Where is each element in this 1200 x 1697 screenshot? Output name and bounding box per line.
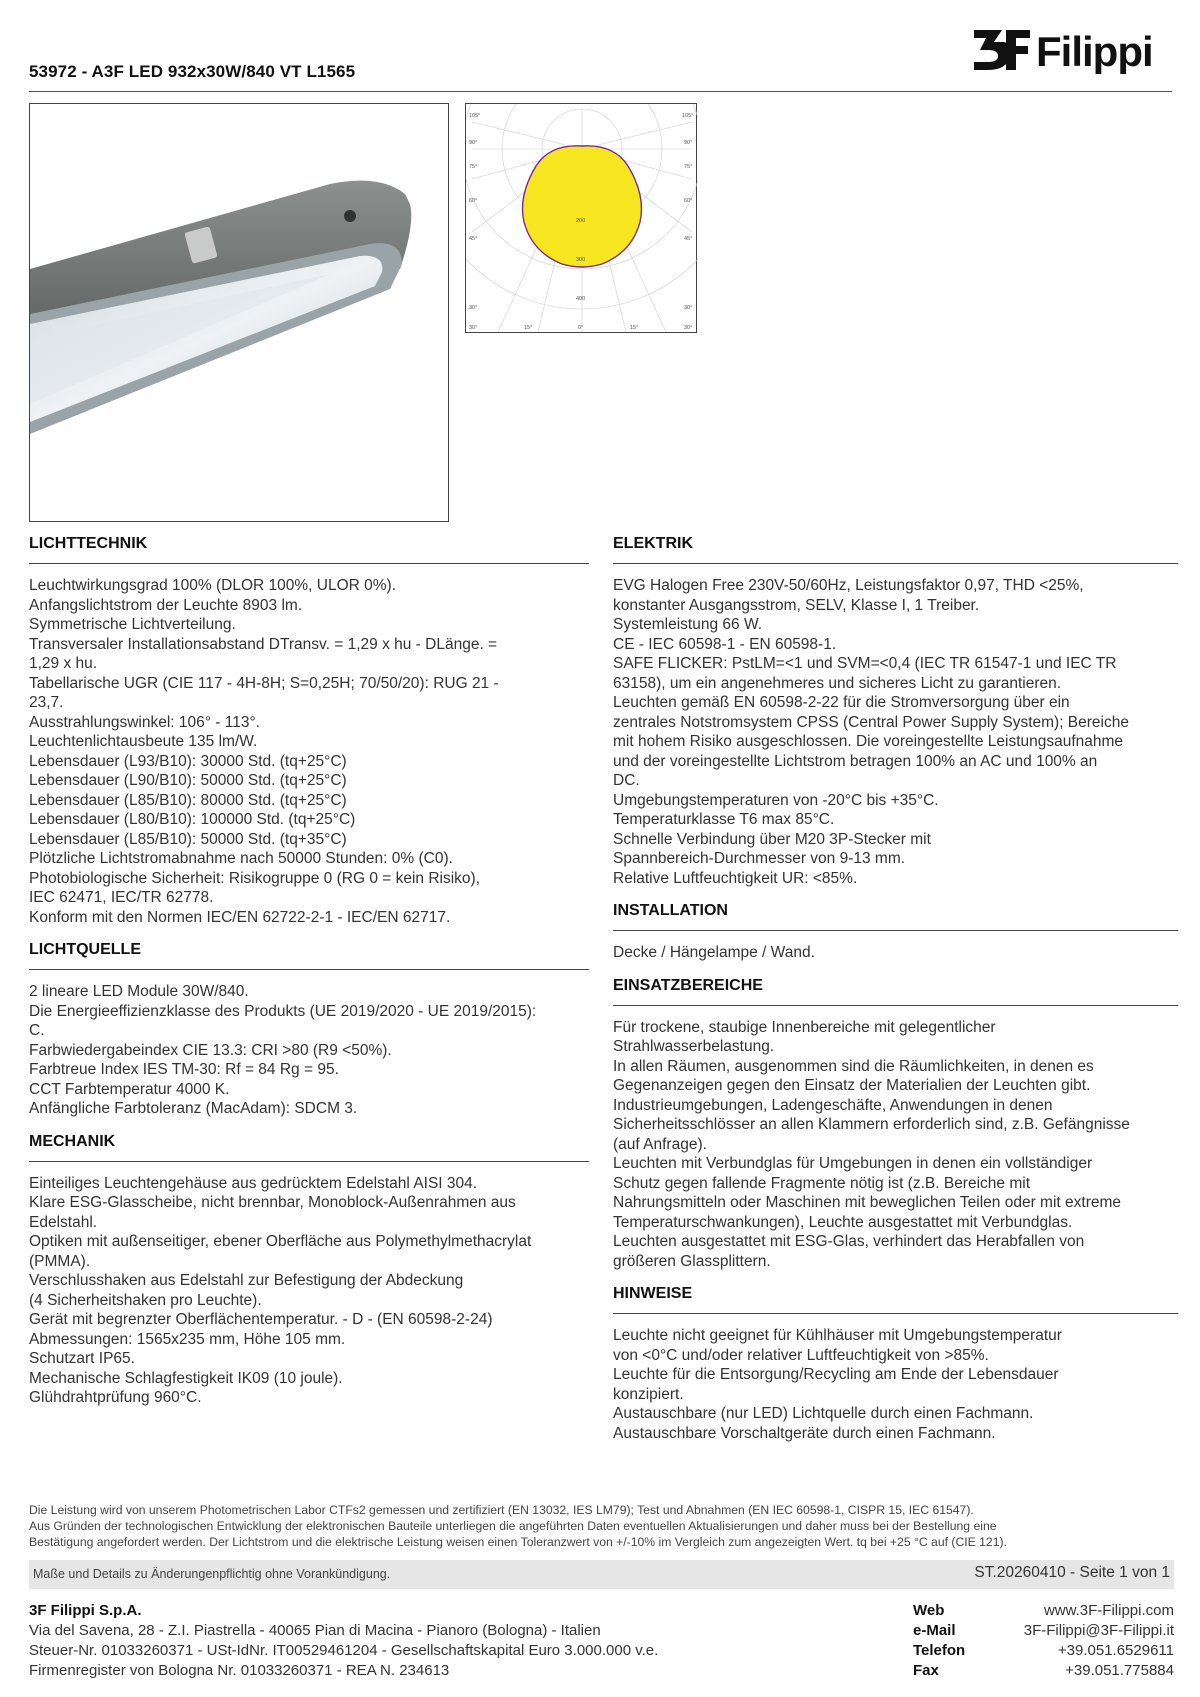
text-line: Systemleistung 66 W. (613, 616, 763, 633)
text-line: Umgebungstemperaturen von -20°C bis +35°C. (613, 791, 939, 809)
contact-fax (913, 1661, 1174, 1681)
text-line: Schnelle Verbindung über M20 3P-Stecker mit (613, 830, 931, 848)
disclaimer-text: Maße und Details zu Änderungenpflichtig ohne Vorankündigung. (33, 1567, 391, 1581)
polar-label-left-3: 60° (469, 198, 478, 204)
polar-label-right-1: 90° (684, 140, 693, 146)
text-line: Leuchte für die Entsorgung/Recycling am Ende der Lebensdauer (613, 1366, 1059, 1383)
product-photo (29, 103, 449, 522)
text-line: Lebensdauer (L93/B10): 30000 Std. (tq+25°C) (29, 752, 347, 770)
company-register: Firmenregister von Bologna Nr. 01033260371 - REA N. 234613 (29, 1662, 450, 1679)
text-line: Leuchten ausgestattet mit ESG-Glas, verhindert das Herabfallen von (613, 1233, 1085, 1250)
text-line: IEC 62471, IEC/TR 62778. (29, 889, 214, 906)
text-line: Decke / Hängelampe / Wand. (613, 944, 815, 961)
text-line: Sicherheitsschlösser an allen Klammern erforderlich sind, z.B. Gefängnisse (613, 1116, 1130, 1133)
text-line: Transversaler Installationsabstand DTransv. = 1,29 x hu - DLänge. = (29, 635, 498, 653)
polar-intensity-0: 200 (576, 218, 586, 224)
section-title: MECHANIK (29, 1132, 589, 1162)
text-line: Mechanische Schlagfestigkeit IK09 (10 joule). (29, 1369, 343, 1387)
text-line: größeren Glassplittern. (613, 1252, 771, 1270)
text-line: 63158), um ein angenehmeres und sicheres Licht zu garantieren. (613, 674, 1062, 692)
light-distribution-curve (523, 146, 642, 267)
text-line: Leuchtwirkungsgrad 100% (DLOR 100%, ULOR 0%). (29, 577, 397, 594)
contact-email (913, 1621, 1174, 1641)
text-line: EVG Halogen Free 230V-50/60Hz, Leistungsfaktor 0,97, THD <25%, (613, 577, 1084, 594)
section-body (613, 1018, 1178, 1272)
left-column (29, 534, 589, 1421)
text-line: Austauschbare Vorschaltgeräte durch einen Fachmann. (613, 1424, 996, 1442)
text-line: Lebensdauer (L85/B10): 50000 Std. (tq+35°C) (29, 830, 347, 848)
text-line: Gerät mit begrenzter Oberflächentemperatur. - D - (EN 60598-2-24) (29, 1311, 493, 1328)
footnote-line: Die Leistung wird von unserem Photometrischen Labor CTFs2 gemessen und zertifiziert (EN 13032, IES LM79); Test und Abnahmen (EN IEC 60598-1, CISPR 15, IEC 61547). (29, 1503, 974, 1517)
section-installation (613, 901, 1178, 963)
luminaire-illustration (30, 104, 449, 522)
text-line: Verschlusshaken aus Edelstahl zur Befestigung der Abdeckung (29, 1272, 464, 1289)
text-line: Leuchte nicht geeignet für Kühlhäuser mit Umgebungstemperatur (613, 1327, 1062, 1344)
phone-value: +39.051.6529611 (1057, 1642, 1174, 1659)
text-line: Die Energieeffizienzklasse des Produkts (UE 2019/2020 - UE 2019/2015): (29, 1002, 537, 1020)
contact-label: e-Mail (913, 1622, 956, 1639)
company-tax: Steuer-Nr. 01033260371 - USt-IdNr. IT00529461204 - Gesellschaftskapital Euro 3.000.000 v.e. (29, 1642, 659, 1659)
revision-bar (29, 1560, 1174, 1589)
polar-bottom-0: 30° (469, 325, 478, 331)
section-body (613, 576, 1178, 888)
section-body (29, 982, 589, 1119)
text-line: 1,29 x hu. (29, 655, 98, 672)
text-line: Leuchten gemäß EN 60598-2-22 für die Stromversorgung über ein (613, 694, 1070, 711)
section-title: ELEKTRIK (613, 534, 1178, 564)
section-body (613, 1326, 1178, 1443)
text-line: konzipiert. (613, 1385, 684, 1403)
text-line: Farbwiedergabeindex CIE 13.3: CRI >80 (R9 <50%). (29, 1041, 392, 1059)
text-line: Leuchten mit Verbundglas für Umgebungen in denen ein vollständiger (613, 1155, 1093, 1172)
product-title: 53972 - A3F LED 932x30W/840 VT L1565 (29, 62, 356, 81)
polar-diagram (465, 103, 697, 333)
brand-logo (972, 24, 1172, 81)
text-line: Farbtreue Index IES TM-30: Rf = 84 Rg = 95. (29, 1061, 339, 1078)
text-line: Für trockene, staubige Innenbereiche mit gelegentlicher (613, 1018, 996, 1036)
contact-web (913, 1601, 1174, 1621)
polar-label-right-3: 60° (684, 198, 693, 204)
polar-intensity-2: 400 (576, 296, 586, 302)
section-body (613, 943, 1178, 963)
text-line: Konform mit den Normen IEC/EN 62722-2-1 - IEC/EN 62717. (29, 908, 451, 926)
section-title: INSTALLATION (613, 901, 1178, 931)
contact-label: Web (913, 1602, 945, 1619)
text-line: Schutz gegen fallende Fragmente nötig ist (z.B. Bereiche mit (613, 1174, 1030, 1192)
section-title: EINSATZBEREICHE (613, 976, 1178, 1006)
section-lichtquelle (29, 940, 589, 1119)
section-title: LICHTTECHNIK (29, 534, 589, 564)
text-line: Plötzliche Lichtstromabnahme nach 50000 Stunden: 0% (C0). (29, 850, 453, 867)
polar-bottom-2: 0° (578, 325, 584, 331)
section-body (29, 1174, 589, 1408)
section-lichttechnik (29, 534, 589, 927)
text-line: DC. (613, 772, 640, 789)
text-line: Optiken mit außenseitiger, ebener Oberfläche aus Polymethylmethacrylat (29, 1233, 532, 1250)
section-einsatzbereiche (613, 976, 1178, 1272)
text-line: C. (29, 1022, 45, 1039)
company-address: Via del Savena, 28 - Z.I. Piastrella - 40065 Pian di Macina - Pianoro (Bologna) - Italien (29, 1622, 601, 1639)
text-line: Gegenanzeigen gegen den Einsatz der Materialien der Leuchten gibt. (613, 1077, 1091, 1094)
text-line: Leuchtenlichtausbeute 135 lm/W. (29, 733, 258, 750)
text-line: (4 Sicherheitshaken pro Leuchte). (29, 1291, 262, 1309)
text-line: Temperaturschwankungen), Leuchte ausgestattet mit Verbundglas. (613, 1213, 1073, 1231)
text-line: (auf Anfrage). (613, 1135, 707, 1153)
text-line: Lebensdauer (L80/B10): 100000 Std. (tq+25°C) (29, 811, 356, 828)
section-mechanik (29, 1132, 589, 1408)
text-line: Strahlwasserbelastung. (613, 1038, 775, 1055)
text-line: Photobiologische Sicherheit: Risikogruppe 0 (RG 0 = kein Risiko), (29, 869, 481, 887)
text-line: SAFE FLICKER: PstLM=<1 und SVM=<0,4 (IEC TR 61547-1 und IEC TR (613, 655, 1117, 672)
text-line: Nahrungsmitteln oder Maschinen mit beweglichen Teilen oder mit extreme (613, 1194, 1122, 1211)
text-line: Industrieumgebungen, Ladengeschäfte, Anwendungen in denen (613, 1096, 1053, 1114)
text-line: Anfangslichtstrom der Leuchte 8903 lm. (29, 596, 303, 614)
contact-label: Fax (913, 1662, 939, 1679)
email-link[interactable]: 3F-Filippi@3F-Filippi.it (1023, 1622, 1174, 1639)
text-line: von <0°C und/oder relativer Luftfeuchtigkeit von >85%. (613, 1346, 989, 1364)
polar-label-left-0: 105° (469, 113, 481, 119)
right-column (613, 534, 1178, 1456)
polar-label-left-4: 45° (469, 236, 478, 242)
polar-label-right-5: 30° (684, 305, 693, 311)
contact-phone (913, 1641, 1174, 1661)
text-line: Lebensdauer (L85/B10): 80000 Std. (tq+25°C) (29, 791, 347, 809)
section-title: HINWEISE (613, 1284, 1178, 1314)
text-line: Glühdrahtprüfung 960°C. (29, 1389, 202, 1406)
company-name: 3F Filippi S.p.A. (29, 1602, 142, 1619)
footnote-line: Aus Gründen der technologischen Entwicklung der elektronischen Bauteile unterliegen die angeführten Daten eventuellen Aktualisierungen und daher muss bei der Bestellung eine (29, 1519, 997, 1533)
contact-info (913, 1601, 1174, 1681)
section-body (29, 576, 589, 927)
text-line: zentrales Notstromsystem CPSS (Central Power Supply System); Bereiche (613, 713, 1129, 731)
polar-bottom-1: 15° (524, 325, 533, 331)
text-line: mit hohem Risiko ausgeschlossen. Die voreingestellte Leistungsaufnahme (613, 733, 1124, 750)
text-line: CCT Farbtemperatur 4000 K. (29, 1080, 230, 1098)
text-line: CE - IEC 60598-1 - EN 60598-1. (613, 635, 837, 653)
text-line: Temperaturklasse T6 max 85°C. (613, 811, 835, 828)
polar-label-left-2: 75° (469, 164, 478, 170)
text-line: Abmessungen: 1565x235 mm, Höhe 105 mm. (29, 1330, 346, 1348)
contact-label: Telefon (913, 1642, 966, 1659)
logo-graphic (972, 24, 1172, 74)
page-number: ST.20260410 - Seite 1 von 1 (974, 1564, 1170, 1581)
polar-diagram-svg (466, 104, 698, 334)
section-hinweise (613, 1284, 1178, 1443)
text-line: Einteiliges Leuchtengehäuse aus gedrücktem Edelstahl AISI 304. (29, 1174, 478, 1192)
text-line: Relative Luftfeuchtigkeit UR: <85%. (613, 869, 858, 887)
page-header (29, 24, 1172, 92)
polar-label-right-2: 75° (684, 164, 693, 170)
footnote-line: Bestätigung angefordert werden. Der Lichtstrom und die elektrische Leistung weisen einen Toleranzwert von +/-10% im Vergleich zum angezeigten Wert. tq bei +25 °C auf (CIE 121). (29, 1535, 1007, 1549)
footnote (29, 1502, 1174, 1550)
text-line: Symmetrische Lichtverteilung. (29, 616, 236, 633)
text-line: (PMMA). (29, 1252, 91, 1270)
section-elektrik (613, 534, 1178, 888)
polar-label-left-1: 90° (469, 140, 478, 146)
text-line: Ausstrahlungswinkel: 106° - 113°. (29, 713, 260, 731)
text-line: Edelstahl. (29, 1213, 98, 1231)
text-line: Anfängliche Farbtoleranz (MacAdam): SDCM 3. (29, 1100, 358, 1117)
text-line: und der voreingestellte Lichtstrom betragen 100% an AC und 100% an (613, 752, 1098, 770)
text-line: In allen Räumen, ausgenommen sind die Räumlichkeiten, in denen es (613, 1057, 1094, 1075)
polar-label-right-0: 105° (682, 113, 694, 119)
fax-value: +39.051.775884 (1065, 1662, 1174, 1679)
text-line: Austauschbare (nur LED) Lichtquelle durch einen Fachmann. (613, 1405, 1034, 1422)
text-line: 2 lineare LED Module 30W/840. (29, 983, 249, 1000)
text-line: 23,7. (29, 694, 64, 711)
svg-text:Filippi: Filippi (1036, 28, 1153, 74)
text-line: Schutzart IP65. (29, 1350, 135, 1367)
text-line: Lebensdauer (L90/B10): 50000 Std. (tq+25°C) (29, 772, 347, 789)
polar-label-right-4: 45° (684, 236, 693, 242)
web-link[interactable]: www.3F-Filippi.com (1043, 1602, 1174, 1619)
text-line: Spannbereich-Durchmesser von 9-13 mm. (613, 850, 906, 867)
text-line: Tabellarische UGR (CIE 117 - 4H-8H; S=0,25H; 70/50/20): RUG 21 - (29, 674, 499, 692)
section-title: LICHTQUELLE (29, 940, 589, 970)
text-line: Klare ESG-Glasscheibe, nicht brennbar, Monoblock-Außenrahmen aus (29, 1194, 516, 1211)
polar-label-left-5: 30° (469, 305, 478, 311)
text-line: konstanter Ausgangsstrom, SELV, Klasse I, 1 Treiber. (613, 596, 980, 614)
polar-bottom-3: 15° (630, 325, 639, 331)
polar-intensity-1: 300 (576, 257, 586, 263)
polar-bottom-4: 30° (684, 325, 693, 331)
